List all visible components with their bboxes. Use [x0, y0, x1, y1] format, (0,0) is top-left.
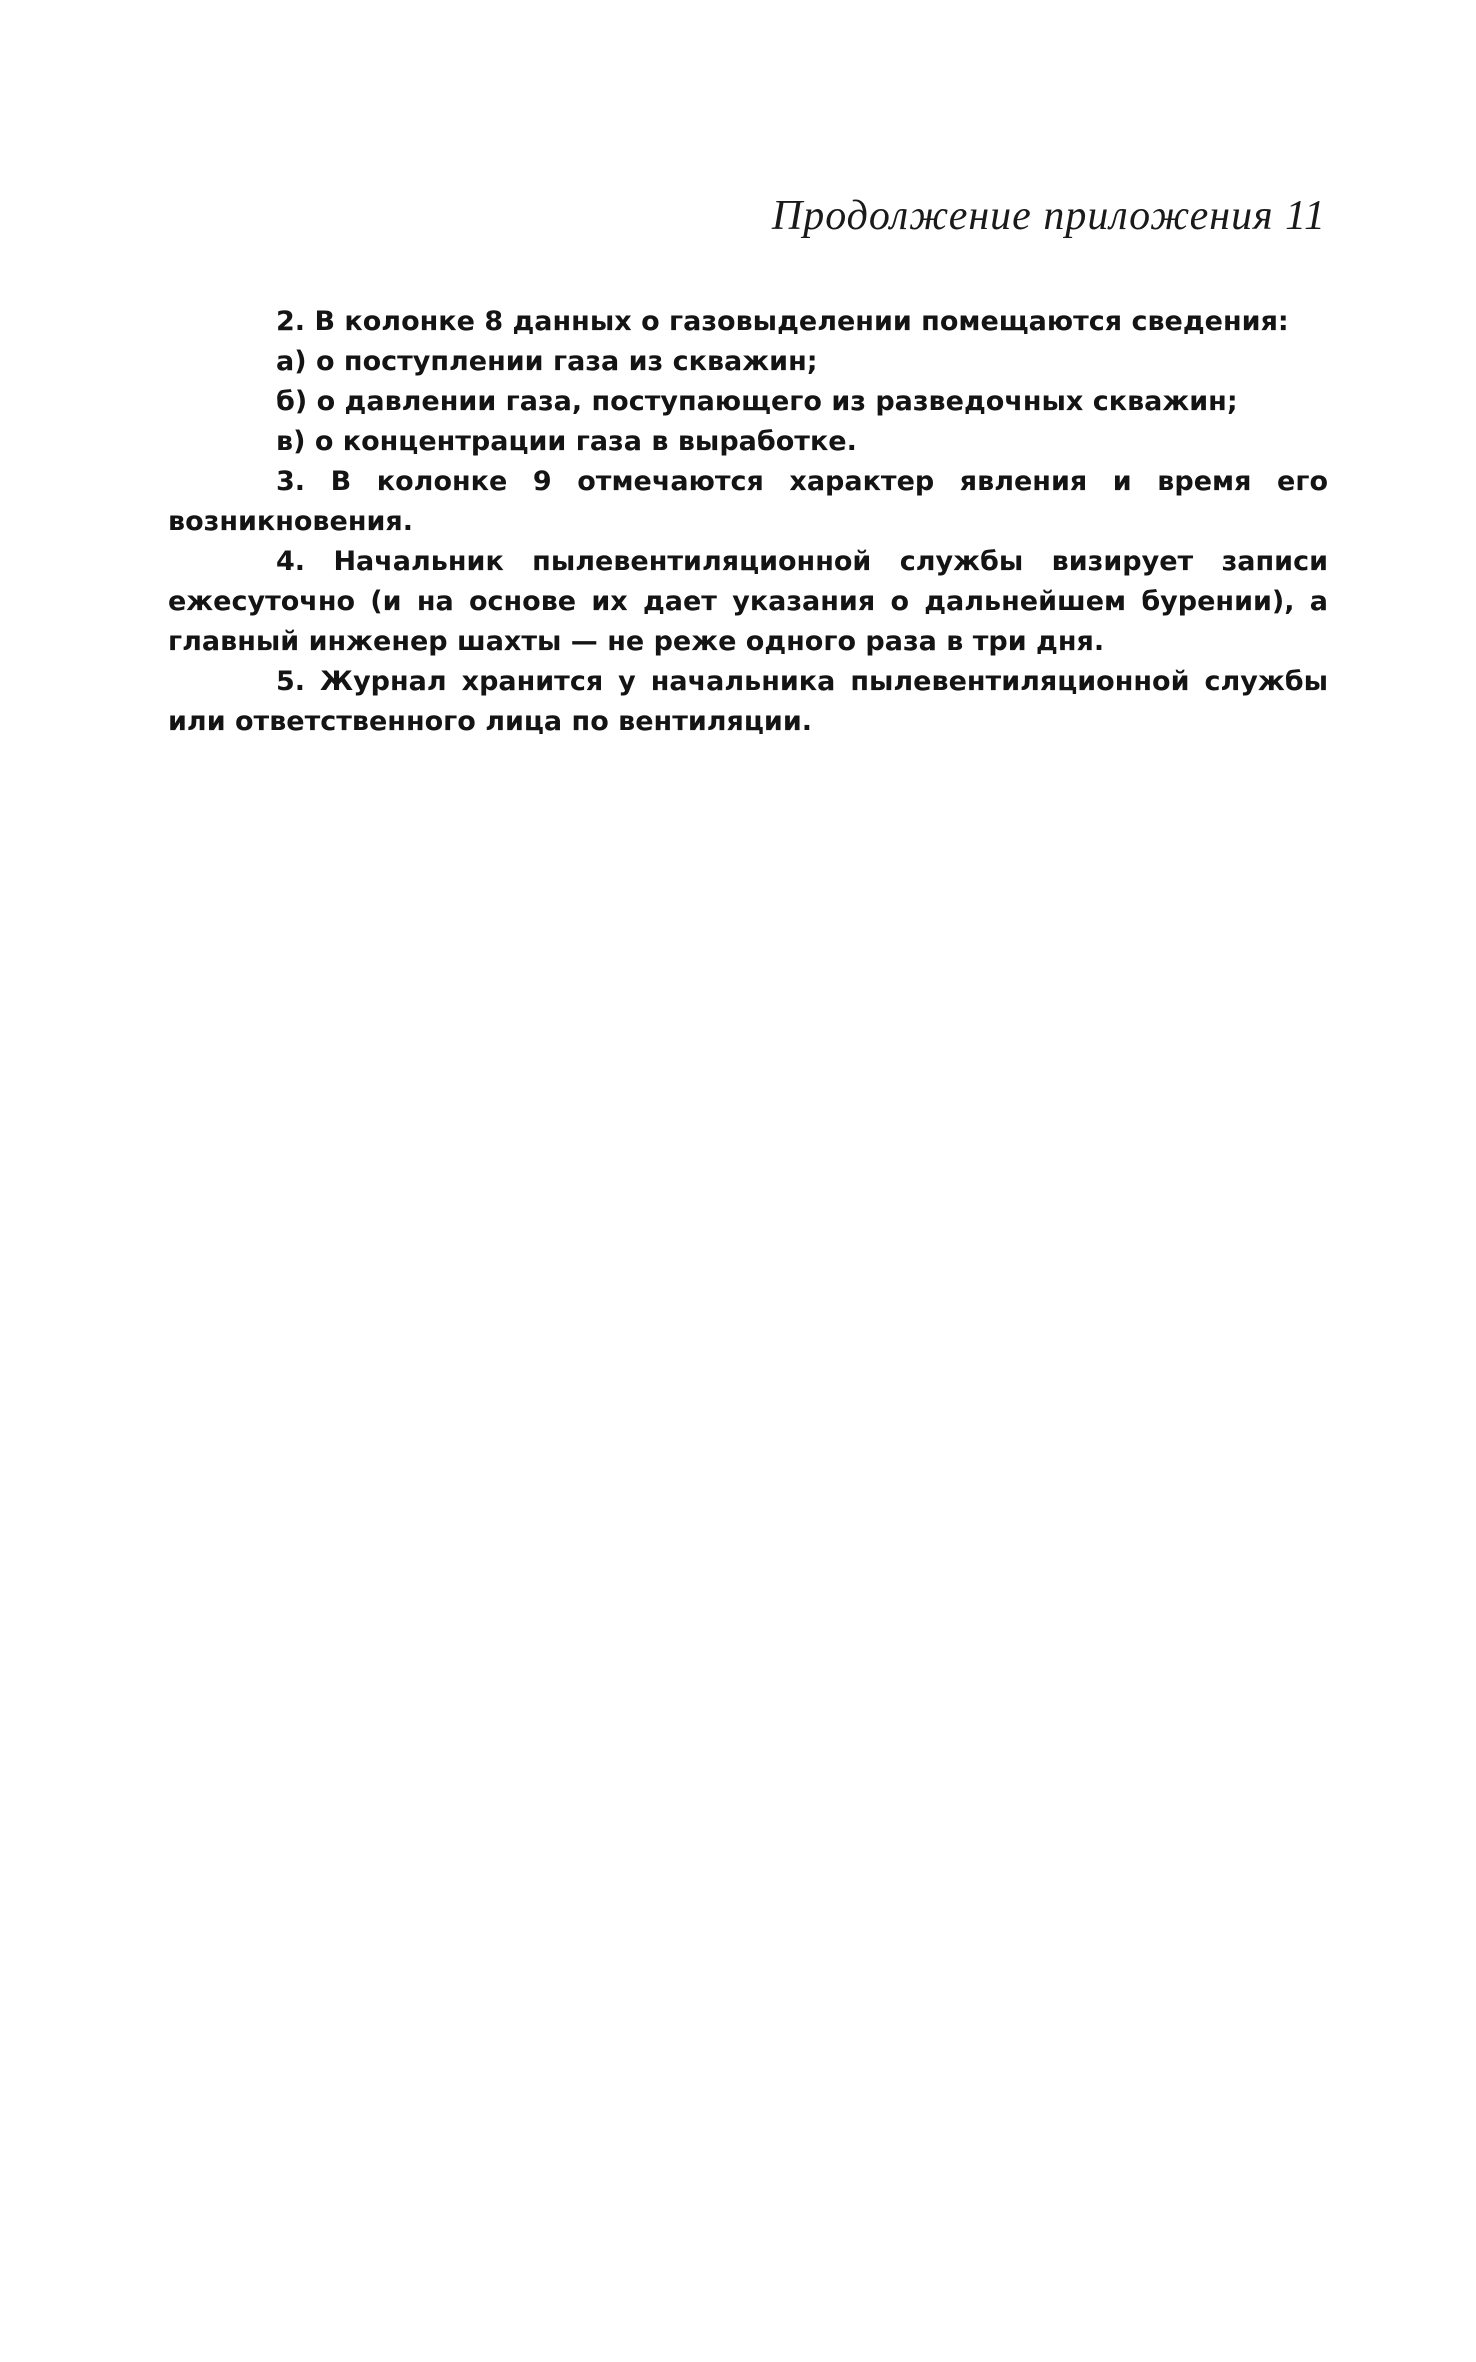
paragraph-item-4: 4. Начальник пылевентиляционной службы визирует записи ежесуточно (и на основе их дает указания о дальнейшем бурении), а главный инженер шахты — не реже одного раза в три дня.	[168, 546, 1328, 657]
paragraph-item-2: 2. В колонке 8 данных о газовыделении помещаются сведения:	[276, 306, 1289, 337]
document-body	[168, 302, 1328, 742]
running-header: Продолжение приложения 11	[771, 193, 1326, 239]
subitem-2a: а) о поступлении газа из скважин;	[276, 346, 818, 377]
paragraph-item-3: 3. В колонке 9 отмечаются характер явления и время его возникновения.	[168, 466, 1328, 537]
paragraph-item-5: 5. Журнал хранится у начальника пылевентиляционной службы или ответственного лица по вентиляции.	[168, 666, 1328, 737]
subitem-2b: б) о давлении газа, поступающего из разведочных скважин;	[276, 386, 1238, 417]
subitem-2v: в) о концентрации газа в выработке.	[276, 426, 857, 457]
